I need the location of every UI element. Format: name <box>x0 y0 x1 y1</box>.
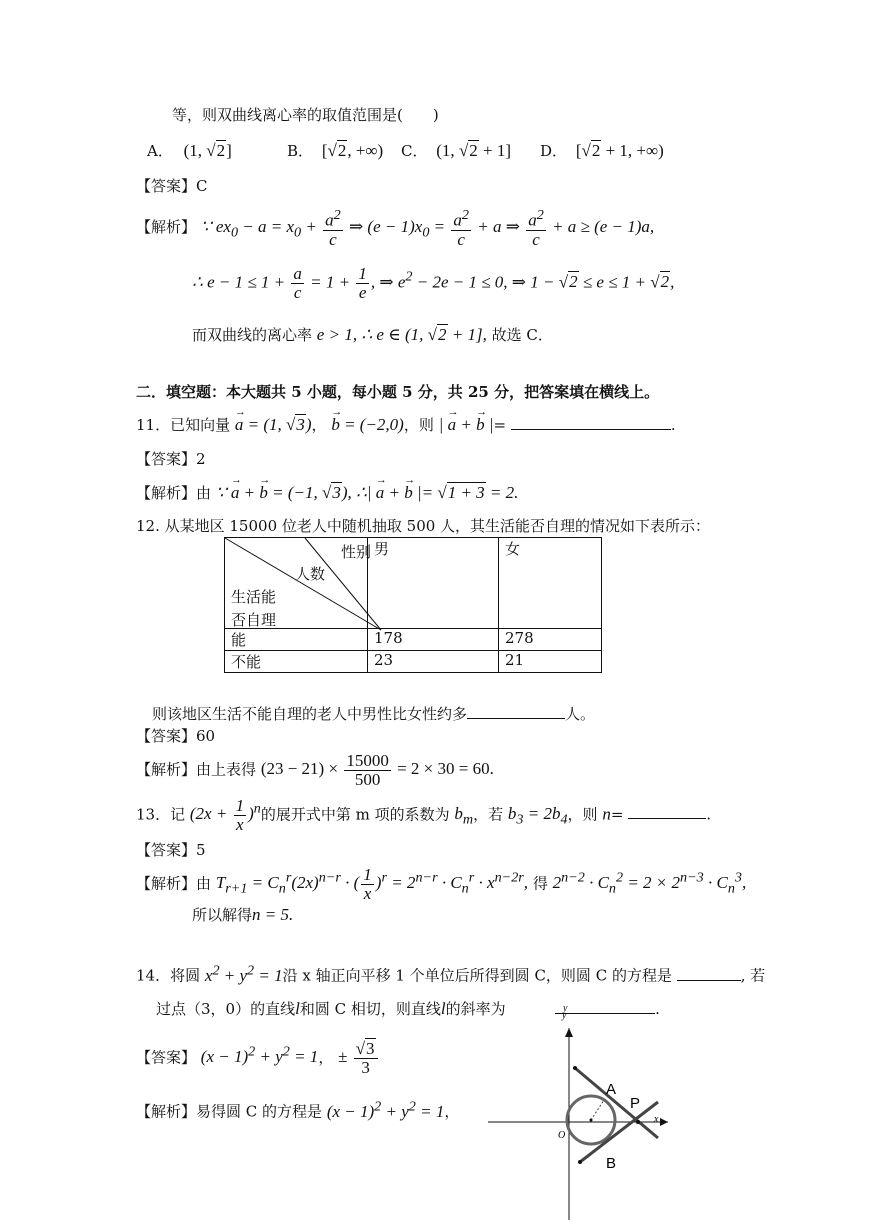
table-row <box>225 651 602 673</box>
q11-blank <box>511 415 671 430</box>
q13-stem: 13．记 (2x + $\frac{1}{x}$ )$^n$的展开式中第 m 项的系数为 $b_m$，若 $b_3 = 2b_4$，则 n= . <box>136 796 711 834</box>
table-corner-cell <box>225 538 372 629</box>
q13-analysis-line1: 【解析】由 $T_{r+1} = C_n^r(2x)^{n-r}$ · ( $\frac{1}{x}$ )$^r = 2^{n-r} \cdot C_n^r \cdot x^{n-2r}$, 得 $2^{n-2} \cdot C_n^2 = 2 \times 2^{n-3} \cdot C_n^3$, <box>136 865 747 903</box>
label-p: P <box>630 1095 641 1112</box>
q14-blank-2 <box>555 999 655 1014</box>
q10-option-b: B． [√2, +∞) <box>287 141 384 160</box>
q13-analysis-line2: 所以解得n = 5. <box>192 905 294 924</box>
q11-answer: 【答案】2 <box>136 450 206 468</box>
table-header-row <box>225 538 602 629</box>
cell-male: 23 <box>368 651 499 673</box>
q14-stem-line1: 14．将圆 $x^2 + y^2 = 1$沿 x 轴正向平移 1 个单位后所得到圆 C，则圆 C 的方程是 , 若 <box>136 962 766 985</box>
q12-blank <box>467 704 565 719</box>
q14-stem-line2: 过点（3，0）的直线l和圆 C 相切，则直线l的斜率为 . <box>156 999 660 1018</box>
section-2-title: 二．填空题：本大题共 5 小题，每小题 5 分，共 25 分，把答案填在横线上。 <box>136 383 660 401</box>
figure-y-label: y <box>563 1003 568 1014</box>
cell-female: 278 <box>499 629 602 651</box>
q12-stem: 12. 从某地区 15000 位老人中随机抽取 500 人，其生活能否自理的情况如下表所示： <box>136 517 711 535</box>
cell-female: 21 <box>499 651 602 673</box>
q12-analysis: 【解析】由上表得 (23 − 21) × $\frac{15000}{500}$ = 2 × 30 = 60. <box>136 751 494 789</box>
tangent-line-upper <box>575 1068 658 1138</box>
row-label: 不能 <box>225 651 368 673</box>
point-p-dot <box>636 1120 640 1124</box>
col-header-male: 男 <box>368 538 499 629</box>
corner-gender-label: 性别 <box>341 543 372 561</box>
q10-analysis-line1: 【解析】 ∵ $ex_0 - a = x_0$ + $\frac{a^2}{c}$ ⇒ $(e - 1)x_0$ = $\frac{a^2}{c}$ + a ⇒ $\frac{a^2}{c}$ + a ≥ (e − 1)a, <box>136 207 655 249</box>
label-origin: O <box>558 1130 566 1141</box>
row-label: 能 <box>225 629 368 651</box>
corner-life-label-1: 生活能 <box>231 588 277 606</box>
q10-answer: 【答案】C <box>136 177 208 195</box>
corner-people-label: 人数 <box>295 565 326 583</box>
endpoint-dot <box>573 1066 577 1070</box>
radius-dashed <box>591 1100 604 1120</box>
y-axis-arrow-icon <box>565 1028 573 1037</box>
q10-option-d: D． [√2 + 1, +∞) <box>540 141 664 160</box>
q12-question: 则该地区生活不能自理的老人中男性比女性约多 人。 <box>152 705 596 723</box>
tangent-figure <box>480 1010 680 1220</box>
q11-stem: 11．已知向量 → a = (1, √3)， → b = (−2,0)，则 | → a + → b |= . <box>136 414 676 435</box>
label-x: x <box>654 1114 659 1125</box>
label-y: y <box>562 1010 567 1021</box>
label-a: A <box>606 1081 617 1098</box>
q11-analysis: 【解析】由 ∵ → a + → b = (−1, √3), ∴| → a + → b |= √1 + 3 = 2. <box>136 482 518 503</box>
table-row <box>225 629 602 651</box>
q10-option-a: A． (1, √2] <box>147 141 232 160</box>
corner-life-label-2: 否自理 <box>231 611 277 629</box>
x-axis-arrow-icon <box>660 1118 668 1126</box>
cell-male: 178 <box>368 629 499 651</box>
col-header-female: 女 <box>499 538 602 629</box>
q14-analysis: 【解析】易得圆 C 的方程是 $(x - 1)^2 + y^2 = 1$， <box>136 1098 460 1121</box>
endpoint-dot <box>578 1160 582 1164</box>
center-dot <box>590 1119 593 1122</box>
q10-stem-tail: 等，则双曲线离心率的取值范围是( ) <box>172 106 439 124</box>
tangent-line-lower <box>580 1102 658 1162</box>
q10-analysis-line2: ∴ e − 1 ≤ 1 + $\frac{a}{c}$ = 1 + $\frac{1}{e}$ , ⇒ $e^2 - 2e - 1 \le 0$, ⇒ 1 − √2 ≤ e ≤ 1 + √2, <box>192 264 675 302</box>
q13-blank <box>628 804 706 819</box>
q14-blank-1 <box>677 966 741 981</box>
q10-analysis-line3: 而双曲线的离心率 e > 1, ∴ e ∈ (1, √2 + 1], 故选 C． <box>192 325 553 344</box>
q14-answer: 【答案】 $(x - 1)^2 + y^2 = 1$， ± $\frac{√3}{3}$ <box>136 1040 380 1077</box>
survey-table <box>224 537 602 673</box>
q12-answer: 【答案】60 <box>136 727 216 745</box>
label-b: B <box>606 1155 617 1172</box>
q13-answer: 【答案】5 <box>136 841 206 859</box>
q10-option-c: C． (1, √2 + 1] <box>401 141 512 160</box>
